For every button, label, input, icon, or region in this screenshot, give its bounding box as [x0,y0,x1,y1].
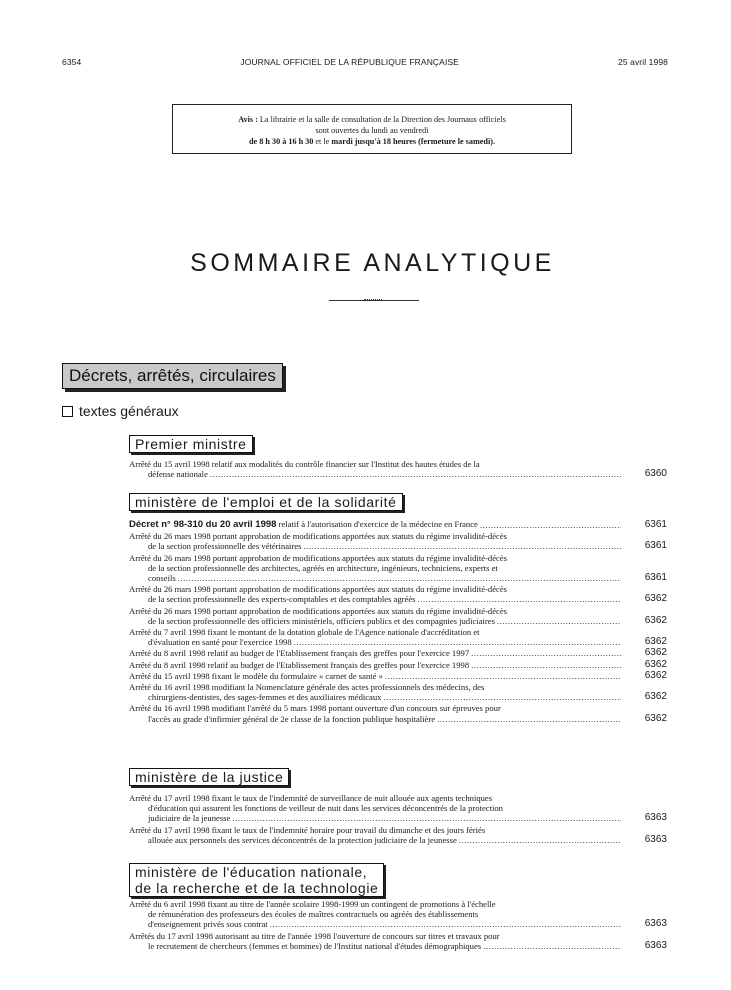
summary-entry [129,793,667,824]
leader-dots [232,813,621,823]
entry-text: Arrêté du 7 avril 1998 fixant le montant de la dotation globale de l'Agence nationale d'accréditation et [129,627,480,638]
entry-text: Arrêté du 8 avril 1998 relatif au budget de l'Etablissement français des greffes pour l'exercice 1998 [129,659,470,670]
ministry-heading: ministère de l'emploi et de la solidarité [129,493,403,511]
ministry-heading: Premier ministre [129,435,253,453]
entry-text: conseils [148,573,176,584]
entry-page-number: 6362 [644,636,667,648]
entry-decree-ref: Décret n° 98-310 du 20 avril 1998 [129,519,277,530]
journal-title: JOURNAL OFFICIEL DE LA RÉPUBLIQUE FRANÇAISE [240,57,459,67]
subsection-heading [62,403,179,419]
notice-line2: sont ouvertes du lundi au vendredi [315,126,429,135]
entry-text: Arrêtés du 17 avril 1998 autorisant au titre de l'année 1998 l'ouverture de concours sur titres et travaux pour [129,930,500,941]
entry-text: Arrêté du 16 avril 1998 modifiant la Nomenclature générale des actes professionnels des médecins, des [129,682,485,693]
notice-mid: et le [315,137,330,146]
entry-text: chirurgiens-dentistes, des sages-femmes et des auxiliaires médicaux [148,692,382,703]
opening-hours-notice [172,104,572,154]
entry-text: Arrêté du 6 avril 1998 fixant au titre de l'année scolaire 1998-1999 un contingent de promotions à l'échelle [129,899,496,909]
entry-page-number: 6362 [644,658,667,670]
leader-dots [303,541,621,551]
ministry-name-line: ministère de l'éducation nationale, [135,864,368,880]
summary-entry [129,606,667,626]
summary-entry [129,519,667,530]
entry-page-number: 6363 [644,918,667,930]
notice-hours: de 8 h 30 à 16 h 30 [249,137,314,146]
entry-text: Arrêté du 15 avril 1998 relatif aux modalités du contrôle financier sur l'Institut des hautes études de la [129,459,480,469]
entry-text: défense nationale [148,469,208,480]
entry-text: Décret n° 98-310 du 20 avril 1998 relatif à l'autorisation d'exercice de la médecine en France [129,519,478,530]
entry-text: Arrêté du 26 mars 1998 portant approbation de modifications apportées aux statuts du régime invalidité-décès [129,605,508,616]
leader-dots [483,941,621,951]
summary-entry [129,671,667,681]
entry-text: Arrêté du 16 avril 1998 modifiant l'arrêté du 5 mars 1998 portant ouverture d'un concours sur épreuves pour [129,703,501,714]
leader-dots [294,637,621,647]
summary-entry [129,531,667,551]
entry-text: Arrêté du 15 avril 1998 fixant le modèle du formulaire « carnet de santé » [129,670,383,681]
entry-text: de la section professionnelle des architectes, agréés en architecture, ingénieurs, techniciens, experts et [148,562,498,573]
leader-dots [497,616,621,626]
leader-dots [459,835,621,845]
entry-page-number: 6362 [644,691,667,703]
entry-page-number: 6361 [644,572,667,584]
leader-dots [385,671,621,681]
square-bullet-icon [62,406,73,417]
ministry-heading: ministère de la justice [129,768,289,786]
entry-text: Arrêté du 17 avril 1998 fixant le taux de l'indemnité horaire pour travail du dimanche et des jours fériés [129,824,486,835]
summary-entry [129,627,667,647]
entry-page-number: 6363 [644,812,667,824]
entry-page-number: 6362 [644,647,667,659]
leader-dots [471,648,621,658]
entry-text: de la section professionnelle des vétérinaires [148,541,302,552]
entry-text: Arrêté du 26 mars 1998 portant approbation de modifications apportées aux statuts du régime invalidité-décès [129,584,508,595]
entry-page-number: 6361 [644,519,667,530]
title-ornament [329,300,419,302]
leader-dots [383,692,621,702]
entry-text: d'éducation qui assurent les fonctions de veilleur de nuit dans les services déconcentrés de la protection [148,803,503,814]
ministry-heading [129,863,384,897]
entry-text: Arrêté du 26 mars 1998 portant approbation de modifications apportées aux statuts du régime invalidité-décès [129,531,508,542]
entry-text: Arrêté du 8 avril 1998 relatif au budget de l'Etablissement français des greffes pour l'exercice 1997 [129,648,470,659]
notice-lead: Avis : [238,115,258,124]
entry-text: Arrêté du 17 avril 1998 fixant le taux de l'indemnité de surveillance de nuit allouée aux agents techniques [129,793,493,803]
entry-text: d'enseignement privés sous contrat [148,919,268,930]
notice-line1: La librairie et la salle de consultation de la Direction des Journaux officiels [259,115,506,124]
entry-list [129,899,667,952]
summary-entry [129,703,667,723]
entry-text: de la section professionnelle des officiers ministériels, officiers publics et des compagnies judiciaires [148,615,495,626]
entry-list [129,793,667,846]
entry-page-number: 6362 [644,593,667,605]
entry-text: judiciaire de la jeunesse [148,813,231,824]
ministry-name-line: de la recherche et de la technologie [135,880,379,896]
entry-text: l'accès au grade d'infirmier général de 2e classe de la fonction publique hospitalière [148,713,436,724]
entry-page-number: 6361 [644,540,667,552]
subsection-label: textes généraux [79,403,179,419]
notice-tuesday: mardi jusqu'à 18 heures (fermeture le samedi). [331,137,495,146]
entry-page-number: 6363 [644,939,667,951]
publication-date: 25 avril 1998 [618,57,668,67]
entry-page-number: 6360 [644,468,667,480]
leader-dots [178,573,621,583]
leader-dots [437,714,621,724]
entry-text: de rémunération des professeurs des écoles de maîtres contractuels ou agréés des établissements [148,909,479,920]
entry-text: le recrutement de chercheurs (femmes et hommes) de l'Institut national d'études démographiques [148,940,482,951]
page-number: 6354 [62,57,82,67]
entry-page-number: 6362 [644,614,667,626]
leader-dots [480,520,621,530]
leader-dots [418,594,621,604]
leader-dots [471,660,621,670]
leader-dots [270,919,621,929]
summary-entry [129,682,667,702]
summary-entry [129,584,667,604]
summary-entry [129,899,667,930]
leader-dots [210,469,621,479]
section-heading: Décrets, arrêtés, circulaires [62,363,283,389]
entry-list [129,519,667,725]
summary-entry [129,825,667,845]
summary-entry [129,459,667,479]
summary-entry [129,648,667,658]
summary-entry [129,660,667,670]
entry-text: Arrêté du 26 mars 1998 portant approbation de modifications apportées aux statuts du régime invalidité-décès [129,552,508,563]
entry-text: d'évaluation en santé pour l'exercice 1998 [148,637,292,648]
summary-entry [129,553,667,584]
entry-page-number: 6362 [644,669,667,681]
entry-text: de la section professionnelle des experts-comptables et des comptables agréés [148,594,416,605]
entry-page-number: 6362 [644,712,667,724]
entry-text: allouée aux personnels des services déconcentrés de la protection judiciaire de la jeunesse [148,834,457,845]
summary-entry [129,931,667,951]
page-title: SOMMAIRE ANALYTIQUE [190,249,555,277]
entry-list [129,459,667,480]
page-header [62,57,668,67]
entry-page-number: 6363 [644,833,667,845]
